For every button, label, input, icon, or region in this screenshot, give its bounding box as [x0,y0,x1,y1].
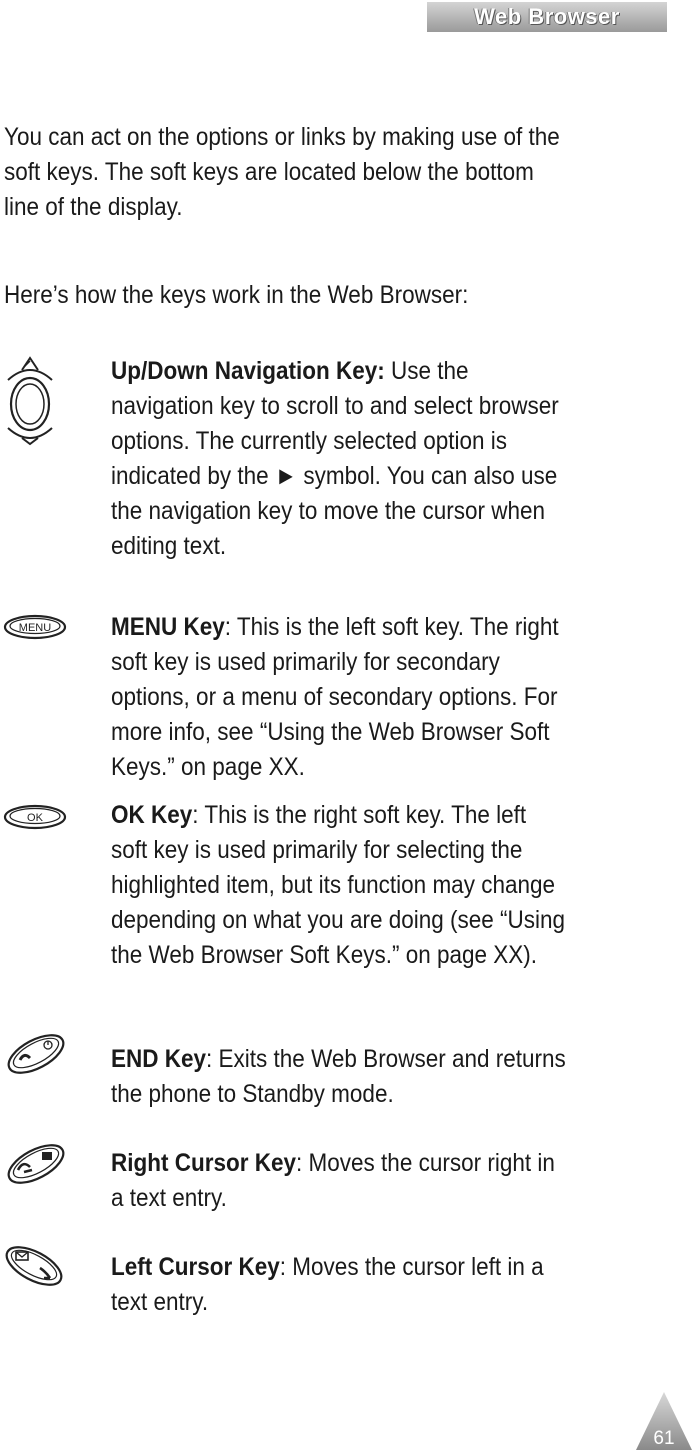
right-cursor-key-description: Right Cursor Key: Moves the cursor right in a text entry. [111,1149,555,1212]
end-key-icon [0,1030,70,1076]
keys-intro: Here’s how the keys work in the Web Browser: [4,281,469,309]
navigation-key-description: Up/Down Navigation Key: Use the navigation key to scroll to and select browser options. The currently selected option is indicated by the ► symbol. You can also use the navigation key to move the cursor when editing text. [111,357,559,560]
intro-line: line of the display. [4,193,183,221]
right-cursor-key-icon [0,1140,70,1186]
navigation-key-icon [0,356,60,446]
key-name: Up/Down Navigation Key: [111,357,385,385]
key-name: Right Cursor Key [111,1149,297,1177]
ok-key-description: OK Key: This is the right soft key. The left soft key is used primarily for selecting the highlighted item, but its function may change depending on what you are doing (see “Using the Web Browser Soft Keys.” on page XX). [111,801,566,969]
menu-key-description: MENU Key: This is the left soft key. The right soft key is used primarily for secondary options, or a menu of secondary options. For more info, see “Using the Web Browser Soft Keys.” on page XX. [111,613,559,781]
end-key-description: END Key: Exits the Web Browser and returns the phone to Standby mode. [111,1045,566,1108]
left-cursor-key-icon [0,1242,70,1288]
menu-key-label: MENU [18,622,52,634]
left-cursor-key-description: Left Cursor Key: Moves the cursor left in a text entry. [111,1253,544,1316]
key-name: MENU Key [111,613,225,641]
key-name: OK Key [111,801,193,829]
section-title: Web Browser [474,4,620,29]
page-number: 61 [653,1428,675,1449]
page-number-badge [634,1390,694,1452]
menu-key-icon [0,612,70,642]
section-header-tab [427,2,667,32]
ok-key-label: OK [27,812,43,824]
intro-line: soft keys. The soft keys are located below the bottom [4,158,534,186]
key-name: END Key [111,1045,207,1073]
intro-line: You can act on the options or links by making use of the [4,123,560,151]
key-name: Left Cursor Key [111,1253,280,1281]
intro-paragraph [4,120,598,225]
ok-key-icon [0,802,70,832]
